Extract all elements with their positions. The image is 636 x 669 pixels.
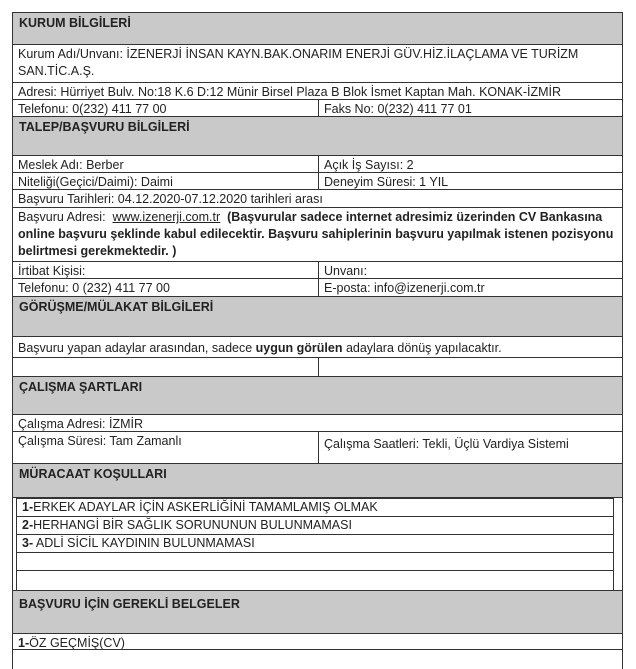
- kurum-adi-value: İZENERJİ İNSAN KAYN.BAK.ONARIM ENERJİ GÜV.HİZ.İLAÇLAMA VE TURİZM SAN.TİC.A.Ş.: [18, 47, 579, 78]
- section-title: ÇALIŞMA ŞARTLARI: [19, 380, 143, 394]
- empty-cell: [319, 358, 622, 376]
- meslek-row: [12, 155, 623, 172]
- section-title: TALEP/BAŞVURU BİLGİLERİ: [19, 120, 190, 134]
- section-title: BAŞVURU İÇİN GEREKLİ BELGELER: [19, 597, 240, 611]
- calisma-adres-row: [12, 414, 623, 431]
- calisma-sure-row: [12, 431, 623, 463]
- section-header-gorusme: [12, 296, 623, 336]
- list-item-empty: [17, 552, 613, 570]
- nitelik-row: [12, 172, 623, 189]
- belge-empty-row: [12, 649, 623, 669]
- kurum-adres: Adresi: Hürriyet Bulv. No:18 K.6 D:12 Münir Birsel Plaza B Blok İsmet Kaptan Mah. KONAK-İZMİR: [18, 85, 562, 99]
- section-title: KURUM BİLGİLERİ: [19, 16, 131, 30]
- acik-is-sayisi: Açık İş Sayısı: 2: [324, 158, 414, 172]
- section-header-kurum: [12, 12, 623, 44]
- list-item: 1-ERKEK ADAYLAR İÇİN ASKERLİĞİNİ TAMAMLAMIŞ OLMAK: [17, 498, 613, 516]
- irtibat-row: [12, 261, 623, 278]
- kurum-faks: Faks No: 0(232) 411 77 01: [324, 102, 472, 116]
- section-title: MÜRACAAT KOŞULLARI: [19, 467, 167, 481]
- section-header-belgeler: [12, 590, 623, 633]
- kurum-telefon: Telefonu: 0(232) 411 77 00: [13, 100, 319, 116]
- basvuru-note: (Başvurular sadece internet adresimiz üzerinden CV Bankasına online başvuru şeklinde kabul edilecektir. Başvuru sahiplerinin başvuru yapılmak istenen pozisyonu belirtmesi gerekmektedir. ): [18, 210, 614, 258]
- muracaat-list-wrap: [12, 497, 623, 590]
- niteligi: Niteliği(Geçici/Daimi): Daimi: [13, 173, 319, 189]
- kurum-adi: Kurum Adı/Unvanı: İZENERJİ İNSAN KAYN.BAK.ONARIM ENERJİ GÜV.HİZ.İLAÇLAMA VE TURİZM SAN.TİC.A.Ş.: [18, 47, 579, 78]
- belge-row: [12, 633, 623, 649]
- telefon-faks-row: [12, 99, 623, 116]
- calisma-suresi: Çalışma Süresi: Tam Zamanlı: [13, 432, 319, 463]
- job-posting-form: [12, 12, 623, 669]
- irtibat-kisisi: İrtibat Kişisi:: [13, 262, 319, 278]
- calisma-saatleri: Çalışma Saatleri: Tekli, Üçlü Vardiya Sistemi: [324, 437, 569, 451]
- calisma-adresi: Çalışma Adresi: İZMİR: [18, 417, 144, 431]
- list-item-empty: [17, 570, 613, 591]
- section-header-talep: [12, 116, 623, 155]
- talep-eposta: E-posta: info@izenerji.com.tr: [324, 281, 485, 295]
- talep-telefon: Telefonu: 0 (232) 411 77 00: [13, 279, 319, 296]
- basvuru-adresi: Başvuru Adresi: www.izenerji.com.tr (Başvurular sadece internet adresimiz üzerinden CV Bankasına online başvuru şeklinde kabul edilecektir. Başvuru sahiplerinin başvuru yapılmak istenen pozisyonu belirtmesi gerekmektedir. ): [18, 210, 614, 258]
- list-item: 2-HERHANGİ BİR SAĞLIK SORUNUNUN BULUNMAMASI: [17, 516, 613, 534]
- section-title: GÖRÜŞME/MÜLAKAT BİLGİLERİ: [19, 300, 214, 314]
- iletisim-row: [12, 278, 623, 296]
- deneyim-suresi: Deneyim Süresi: 1 YIL: [324, 175, 449, 189]
- empty-cell: [13, 650, 622, 669]
- gorusme-text: Başvuru yapan adaylar arasından, sadece uygun görülen adaylara dönüş yapılacaktır.: [18, 341, 502, 355]
- gorusme-text-row: [12, 336, 623, 357]
- list-item: 3- ADLİ SİCİL KAYDININ BULUNMAMASI: [17, 534, 613, 552]
- section-header-calisma: [12, 376, 623, 414]
- kurum-adi-row: [12, 44, 623, 82]
- meslek-adi: Meslek Adı: Berber: [13, 156, 319, 172]
- tarihler-row: [12, 189, 623, 207]
- adres-row: [12, 82, 623, 99]
- empty-cell: [13, 358, 319, 376]
- gorusme-empty-row: [12, 357, 623, 376]
- basvuru-tarihleri: Başvuru Tarihleri: 04.12.2020-07.12.2020 tarihleri arası: [18, 192, 323, 206]
- muracaat-list: [16, 498, 614, 591]
- section-header-muracaat: [12, 463, 623, 497]
- website-link[interactable]: www.izenerji.com.tr: [112, 210, 221, 224]
- basvuru-adresi-row: [12, 207, 623, 261]
- belge-item: 1-ÖZ GEÇMİŞ(CV): [18, 636, 125, 650]
- unvani: Unvanı:: [324, 264, 368, 278]
